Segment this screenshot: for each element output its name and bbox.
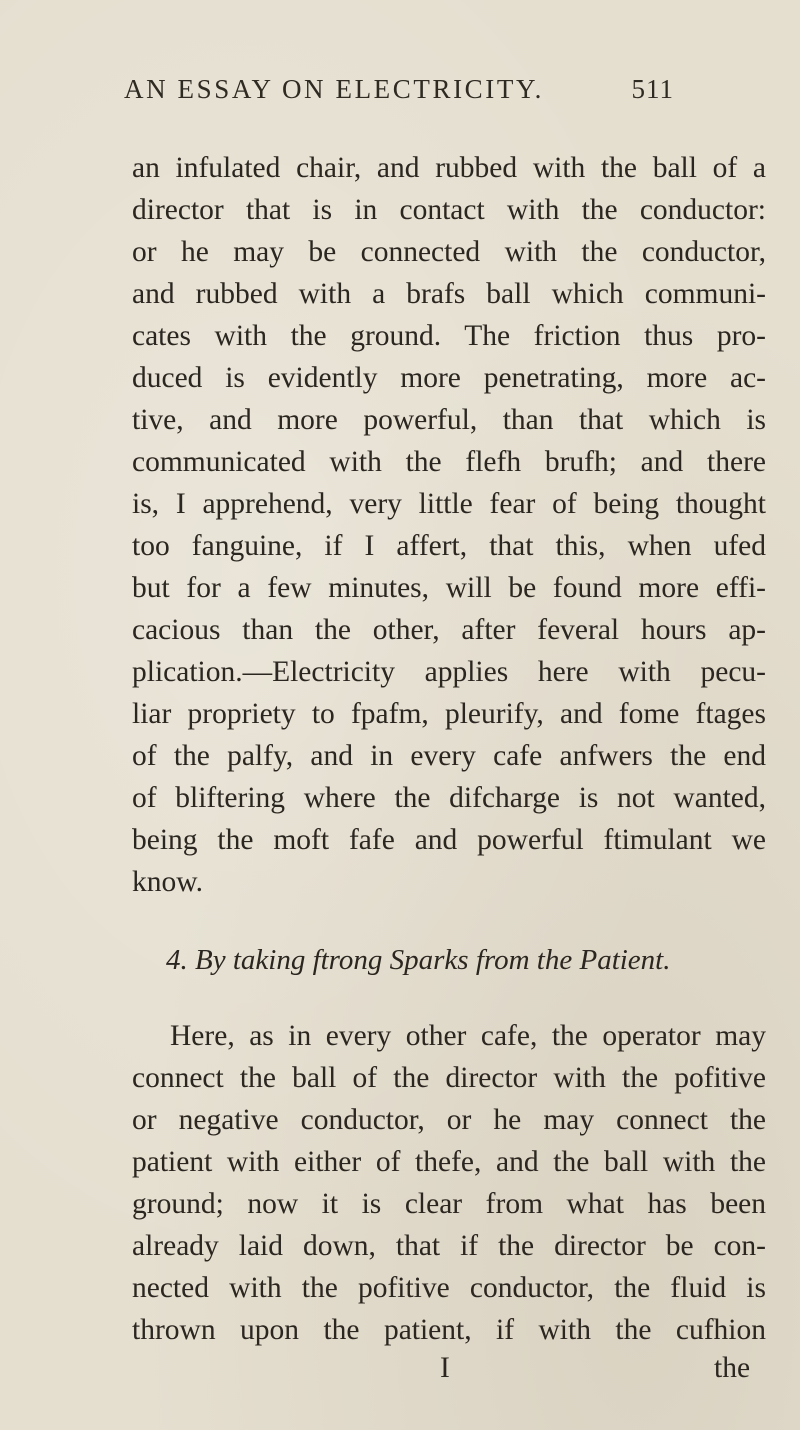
text-line: already laid down, that if the director be con- xyxy=(132,1230,766,1262)
text-line: of bliftering where the difcharge is not wanted, xyxy=(132,782,766,814)
running-title: AN ESSAY ON ELECTRICITY. xyxy=(124,74,544,104)
section-heading: 4. By taking ftrong Sparks from the Patient. xyxy=(166,944,671,976)
text-line: or he may be connected with the conductor, xyxy=(132,236,766,268)
text-line: liar propriety to fpafm, pleurify, and fome ftages xyxy=(132,698,766,730)
text-line: and rubbed with a brafs ball which communi- xyxy=(132,278,766,310)
page-number: 511 xyxy=(631,74,674,104)
text-line: is, I apprehend, very little fear of being thought xyxy=(132,488,766,520)
text-line: know. xyxy=(132,866,204,898)
text-line: or negative conductor, or he may connect the xyxy=(132,1104,766,1136)
catchword: the xyxy=(714,1352,751,1384)
text-line: connect the ball of the director with the pofitive xyxy=(132,1062,766,1094)
running-head xyxy=(124,74,684,110)
text-line: plication.—Electricity applies here with pecu- xyxy=(132,656,766,688)
text-line: too fanguine, if I affert, that this, when ufed xyxy=(132,530,766,562)
text-line: cacious than the other, after feveral hours ap- xyxy=(132,614,766,646)
signature-mark: I xyxy=(440,1352,450,1384)
text-line: communicated with the flefh brufh; and there xyxy=(132,446,766,478)
text-line: Here, as in every other cafe, the operator may xyxy=(170,1020,766,1052)
text-line: thrown upon the patient, if with the cufhion xyxy=(132,1314,766,1346)
text-line: director that is in contact with the conductor: xyxy=(132,194,766,226)
text-line: patient with either of thefe, and the ball with the xyxy=(132,1146,766,1178)
text-line: but for a few minutes, will be found more effi- xyxy=(132,572,766,604)
text-line: an infulated chair, and rubbed with the ball of a xyxy=(132,152,766,184)
text-line: ground; now it is clear from what has been xyxy=(132,1188,766,1220)
text-line: being the moft fafe and powerful ftimulant we xyxy=(132,824,766,856)
text-line: tive, and more powerful, than that which is xyxy=(132,404,766,436)
text-line: cates with the ground. The friction thus pro- xyxy=(132,320,766,352)
text-line: duced is evidently more penetrating, more ac- xyxy=(132,362,766,394)
text-line: of the palfy, and in every cafe anfwers the end xyxy=(132,740,766,772)
text-line: nected with the pofitive conductor, the fluid is xyxy=(132,1272,766,1304)
